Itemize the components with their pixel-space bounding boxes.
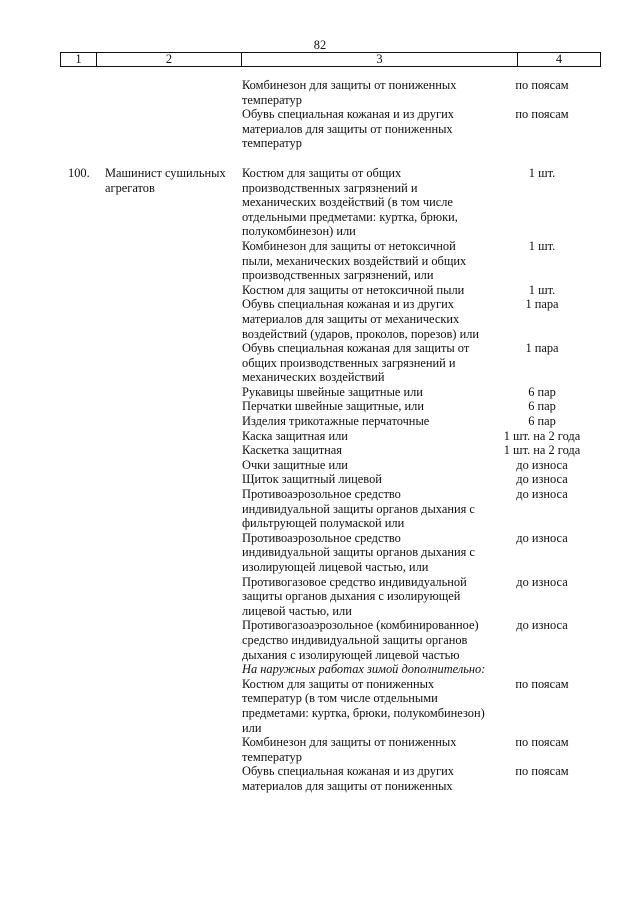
item-name: Обувь специальная кожаная и из других материалов для защиты от пониженных температур: [242, 107, 454, 151]
list-item: [0, 735, 640, 764]
list-item: [0, 414, 640, 429]
item-norm: 6 пар: [528, 384, 556, 399]
item-name: Обувь специальная кожаная и из других материалов для защиты от механических воздействий (ударов, проколов, порезов) или: [242, 297, 480, 341]
header-col-4: 4: [555, 52, 563, 66]
list-item: [0, 677, 640, 735]
item-name: Комбинезон для защиты от пониженных температур: [242, 78, 457, 107]
header-col-2: 2: [97, 53, 242, 66]
item-name: Обувь специальная кожаная для защиты от общих производственных загрязнений и механических воздействий: [242, 341, 470, 385]
list-item: [0, 341, 640, 385]
item-norm: по поясам: [515, 764, 569, 779]
list-item: [0, 458, 640, 473]
continued-items: [0, 78, 640, 151]
item-norm: 1 шт.: [528, 238, 556, 253]
list-item: [0, 107, 640, 151]
item-name: Каскетка защитная: [242, 443, 342, 458]
list-item: [0, 78, 640, 107]
item-norm: 1 пара: [525, 341, 559, 356]
item-name: Щиток защитный лицевой: [242, 472, 382, 487]
item-norm: до износа: [516, 530, 568, 545]
item-name: Противоаэрозольное средство индивидуальной защиты органов дыхания с изолирующей лицевой частью, или: [242, 530, 475, 574]
subheading: На наружных работах зимой дополнительно:: [242, 662, 486, 677]
item-name: Перчатки швейные защитные, или: [242, 399, 424, 414]
page-number: 82: [313, 38, 327, 52]
item-norm: по поясам: [515, 735, 569, 750]
item-norm: до износа: [516, 487, 568, 502]
item-name: Противоаэрозольное средство индивидуальной защиты органов дыхания с фильтрующей полумаской или: [242, 487, 475, 531]
item-norm: 6 пар: [528, 414, 556, 429]
item-norm: 1 шт.: [528, 165, 556, 180]
item-name: Очки защитные или: [242, 457, 348, 472]
item-norm: до износа: [516, 574, 568, 589]
list-item: [0, 443, 640, 458]
item-name: Противогазовое средство индивидуальной защиты органов дыхания с изолирующей лицевой частью, или: [242, 574, 467, 618]
item-name: Рукавицы швейные защитные или: [242, 384, 423, 399]
item-norm: по поясам: [515, 78, 569, 92]
list-item: [0, 662, 640, 677]
extra-items: [0, 677, 640, 794]
item-name: Каска защитная или: [242, 428, 348, 443]
list-item: [0, 385, 640, 400]
list-item: [0, 618, 640, 662]
item-norm: до износа: [516, 457, 568, 472]
item-norm: 1 шт.: [528, 282, 556, 297]
list-item: [0, 764, 640, 793]
item-name: Комбинезон для защиты от нетоксичной пыли, механических воздействий и общих производственных загрязнений, или: [242, 238, 467, 283]
list-item: [0, 575, 640, 619]
list-item: [0, 487, 640, 531]
item-norm: 1 шт. на 2 года: [503, 443, 581, 458]
table-row: [0, 166, 640, 794]
item-name: Противогазоаэрозольное (комбинированное) средство индивидуальной защиты органов дыхания с изолирующей лицевой частью: [242, 618, 479, 662]
item-norm: 1 пара: [525, 297, 559, 312]
profession-name: Машинист сушильных агрегатов: [105, 165, 226, 195]
header-col-1: 1: [61, 53, 97, 66]
ppe-items: [0, 166, 640, 662]
list-item: [0, 429, 640, 444]
item-name: Обувь специальная кожаная и из других материалов для защиты от пониженных: [242, 764, 454, 793]
item-name: Костюм для защиты от пониженных температур (в том числе отдельными предметами: куртка, брюки, полукомбинезон) или: [242, 676, 485, 735]
item-norm: 1 шт. на 2 года: [503, 428, 581, 443]
item-name: Комбинезон для защиты от пониженных температур: [242, 735, 457, 764]
item-norm: 6 пар: [528, 399, 556, 414]
list-item: [0, 472, 640, 487]
list-item: [0, 531, 640, 575]
list-item: [0, 297, 640, 341]
list-item: [0, 399, 640, 414]
item-name: Изделия трикотажные перчаточные: [242, 414, 430, 429]
table-body: [0, 78, 640, 794]
table-header: [60, 52, 601, 67]
entry-number: 100.: [68, 165, 90, 180]
header-col-3: 3: [242, 53, 518, 66]
list-item: [0, 283, 640, 298]
list-item: [0, 239, 640, 283]
item-name: Костюм для защиты от общих производственных загрязнений и механических воздействий (в том числе отдельными предметами: куртка, брюки, полукомбинезон) или: [242, 165, 458, 239]
item-norm: до износа: [516, 618, 568, 633]
item-name: Костюм для защиты от нетоксичной пыли: [242, 282, 465, 297]
item-norm: по поясам: [515, 676, 569, 691]
item-norm: по поясам: [515, 107, 569, 122]
item-norm: до износа: [516, 472, 568, 487]
